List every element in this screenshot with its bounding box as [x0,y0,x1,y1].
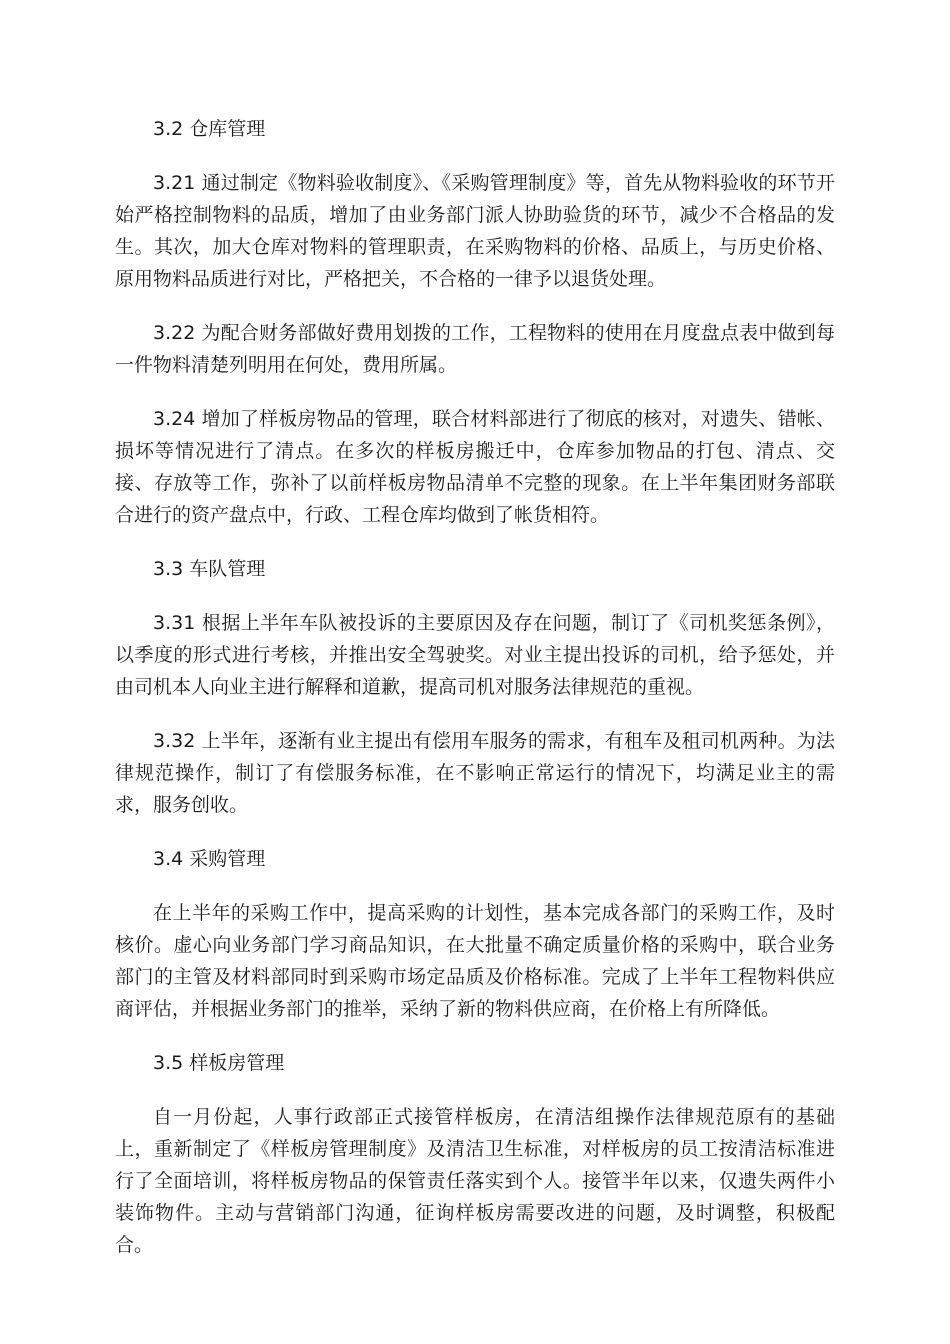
paragraph-3-32: 3.32 上半年，逐渐有业主提出有偿用车服务的需求，有租车及租司机两种。为法律规范操作，制订了有偿服务标准，在不影响正常运行的情况下，均满足业主的需求，服务创收。 [115,730,835,816]
paragraph-3-31: 3.31 根据上半年车队被投诉的主要原因及存在问题，制订了《司机奖惩条例》，以季度的形式进行考核，并推出安全驾驶奖。对业主提出投诉的司机，给予惩处，并由司机本人向业主进行解释和道歉，提高司机对服务法律规范的重视。 [115,612,835,698]
section-heading-procurement: 3.4 采购管理 [153,848,266,870]
paragraph-procurement: 在上半年的采购工作中，提高采购的计划性，基本完成各部门的采购工作，及时核价。虚心向业务部门学习商品知识，在大批量不确定质量价格的采购中，联合业务部门的主管及材料部同时到采购市场定品质及价格标准。完成了上半年工程物料供应商评估，并根据业务部门的推举，采纳了新的物料供应商，在价格上有所降低。 [115,902,835,1020]
section-heading-warehouse: 3.2 仓库管理 [153,118,266,140]
paragraph-3-22: 3.22 为配合财务部做好费用划拨的工作，工程物料的使用在月度盘点表中做到每一件物料清楚列明用在何处，费用所属。 [115,322,835,376]
paragraph-3-24: 3.24 增加了样板房物品的管理，联合材料部进行了彻底的核对，对遗失、错帐、损坏等情况进行了清点。在多次的样板房搬迁中，仓库参加物品的打包、清点、交接、存放等工作，弥补了以前样板房物品清单不完整的现象。在上半年集团财务部联合进行的资产盘点中，行政、工程仓库均做到了帐货相符。 [115,408,835,526]
section-heading-fleet: 3.3 车队管理 [153,558,266,580]
section-heading-showroom: 3.5 样板房管理 [153,1052,285,1074]
document-body [115,113,835,1283]
paragraph-3-21: 3.21 通过制定《物料验收制度》、《采购管理制度》等，首先从物料验收的环节开始严格控制物料的品质，增加了由业务部门派人协助验货的环节，减少不合格品的发生。其次，加大仓库对物料的管理职责，在采购物料的价格、品质上，与历史价格、原用物料品质进行对比，严格把关，不合格的一律予以退货处理。 [115,172,835,290]
paragraph-showroom: 自一月份起，人事行政部正式接管样板房，在清洁组操作法律规范原有的基础上，重新制定了《样板房管理制度》及清洁卫生标准，对样板房的员工按清洁标准进行了全面培训，将样板房物品的保管责任落实到个人。接管半年以来，仅遗失两件小装饰物件。主动与营销部门沟通，征询样板房需要改进的问题，及时调整，积极配合。 [115,1106,835,1256]
